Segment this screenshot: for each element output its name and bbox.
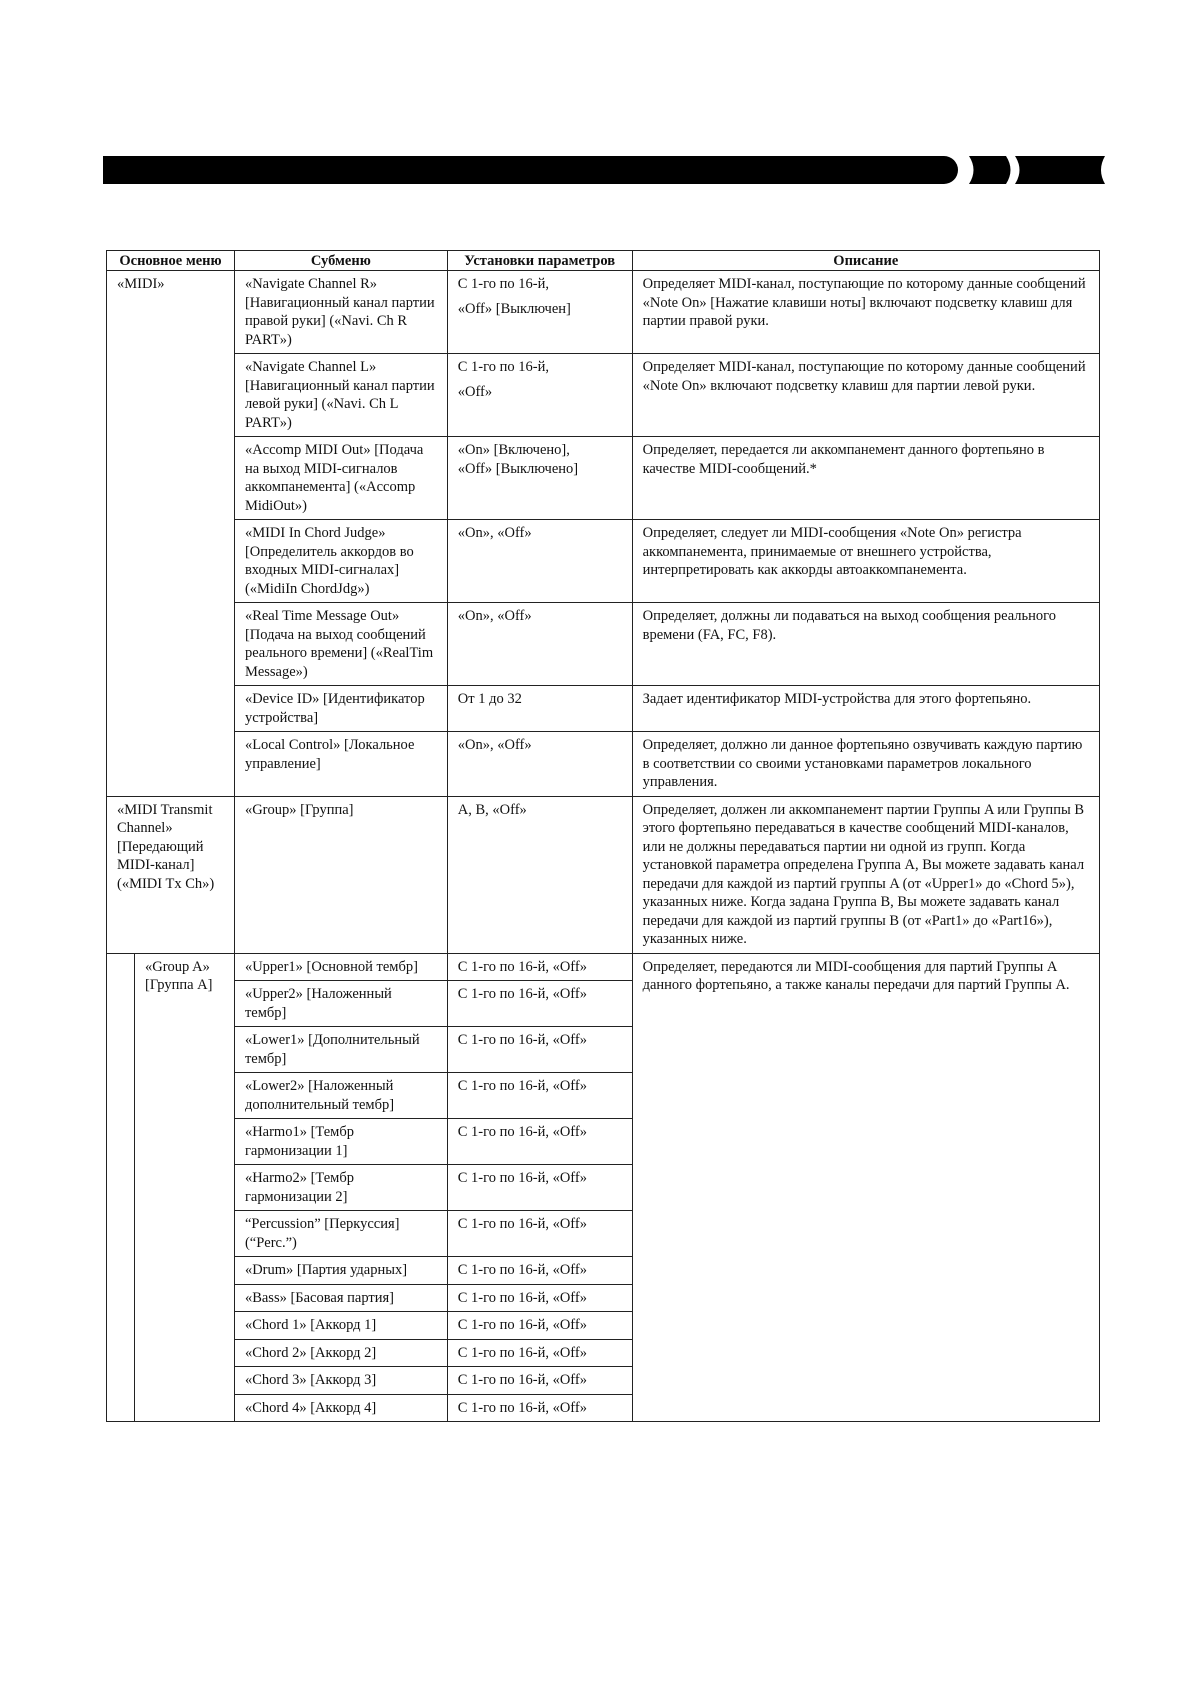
table-row <box>107 520 1100 603</box>
submenu-cell: «Chord 3» [Аккорд 3] <box>234 1367 447 1395</box>
settings-value: «Off» <box>457 383 493 400</box>
header-chevron-icon <box>103 156 1105 184</box>
submenu-cell: “Percussion” [Перкуссия] (“Perc.”) <box>234 1211 447 1257</box>
submenu-cell: «Drum» [Партия ударных] <box>234 1257 447 1285</box>
submenu-cell: «Navigate Channel L» [Навигационный канал партии левой руки] («Navi. Ch L PART») <box>234 354 447 437</box>
description-cell: Определяет MIDI-канал, поступающие по которому данные сообщений «Note On» включают подсветку клавиш для партии левой руки. <box>632 354 1099 437</box>
settings-cell: С 1-го по 16-й, «Off» <box>447 1165 632 1211</box>
description-cell: Определяет, передаются ли MIDI-сообщения для партий Группы A данного фортепьяно, а также каналы передачи для партий Группы A. <box>632 953 1099 1422</box>
settings-value: «Off» [Выключено] <box>457 460 579 477</box>
submenu-cell: «Lower2» [Наложенный дополнительный тембр] <box>234 1073 447 1119</box>
description-cell: Определяет, следует ли MIDI-сообщения «Note On» регистра аккомпанемента, принимаемые от внешнего устройства, интерпретировать как аккорды автоаккомпанемента. <box>632 520 1099 603</box>
settings-cell <box>447 354 632 437</box>
settings-cell: С 1-го по 16-й, «Off» <box>447 1119 632 1165</box>
submenu-cell: «Chord 2» [Аккорд 2] <box>234 1339 447 1367</box>
settings-cell: «On», «Off» <box>447 603 632 686</box>
settings-value: С 1-го по 16-й, <box>457 359 549 375</box>
settings-cell: «On», «Off» <box>447 732 632 797</box>
settings-cell: С 1-го по 16-й, «Off» <box>447 1312 632 1340</box>
table-row <box>107 437 1100 520</box>
settings-cell: С 1-го по 16-й, «Off» <box>447 1073 632 1119</box>
settings-cell: С 1-го по 16-й, «Off» <box>447 1339 632 1367</box>
submenu-cell: «Upper2» [Наложенный тембр] <box>234 981 447 1027</box>
submenu-cell: «Accomp MIDI Out» [Подача на выход MIDI-сигналов аккомпанемента] («Accomp MidiOut») <box>234 437 447 520</box>
settings-cell <box>447 271 632 354</box>
settings-value: «On» [Включено], <box>457 442 570 458</box>
header-submenu: Субменю <box>234 251 447 271</box>
submenu-cell: «Bass» [Басовая партия] <box>234 1284 447 1312</box>
indent-cell <box>107 953 135 1422</box>
description-cell: Определяет, должны ли подаваться на выход сообщения реального времени (FA, FC, F8). <box>632 603 1099 686</box>
submenu-cell: «Group» [Группа] <box>234 796 447 953</box>
settings-value: С 1-го по 16-й, <box>457 276 549 292</box>
submenu-cell: «Navigate Channel R» [Навигационный канал партии правой руки] («Navi. Ch R PART») <box>234 271 447 354</box>
settings-cell: С 1-го по 16-й, «Off» <box>447 1211 632 1257</box>
table-row <box>107 953 1100 981</box>
table-row <box>107 732 1100 797</box>
table-row <box>107 603 1100 686</box>
settings-cell: С 1-го по 16-й, «Off» <box>447 1367 632 1395</box>
main-menu-transmit-channel: «MIDI Transmit Channel» [Передающий MIDI-канал] («MIDI Tx Ch») <box>107 796 235 953</box>
description-cell: Задает идентификатор MIDI-устройства для этого фортепьяно. <box>632 686 1099 732</box>
settings-value: «Off» [Выключен] <box>457 300 571 317</box>
submenu-cell: «MIDI In Chord Judge» [Определитель аккордов во входных MIDI-сигналах] («MidiIn ChordJdg») <box>234 520 447 603</box>
header-description: Описание <box>632 251 1099 271</box>
description-cell: Определяет, должен ли аккомпанемент партии Группы A или Группы B этого фортепьяно передаваться в качестве сообщений MIDI-каналов, или не должны передаваться партии ни одной из групп. Когда установкой параметра определена Группа A, Вы можете задавать канал передачи для каждой из партий группы A (от «Upper1» до «Chord 5»), указанных ниже. Когда задана Группа B, Вы можете задавать канал передачи для каждой из партий группы B (от «Part1» до «Part16»), указанных ниже. <box>632 796 1099 953</box>
settings-cell: С 1-го по 16-й, «Off» <box>447 953 632 981</box>
submenu-cell: «Chord 4» [Аккорд 4] <box>234 1394 447 1422</box>
table-header-row <box>107 251 1100 271</box>
header-settings: Установки параметров <box>447 251 632 271</box>
settings-cell: С 1-го по 16-й, «Off» <box>447 1257 632 1285</box>
table-row <box>107 271 1100 354</box>
settings-cell: С 1-го по 16-й, «Off» <box>447 1394 632 1422</box>
group-a-menu: «Group A» [Группа A] <box>134 953 234 1422</box>
table-row <box>107 354 1100 437</box>
settings-cell: A, B, «Off» <box>447 796 632 953</box>
submenu-cell: «Real Time Message Out» [Подача на выход сообщений реального времени] («RealTim Message») <box>234 603 447 686</box>
submenu-cell: «Harmo1» [Тембр гармонизации 1] <box>234 1119 447 1165</box>
submenu-cell: «Harmo2» [Тембр гармонизации 2] <box>234 1165 447 1211</box>
description-cell: Определяет MIDI-канал, поступающие по которому данные сообщений «Note On» [Нажатие клавиши ноты] включают подсветку клавиш для партии правой руки. <box>632 271 1099 354</box>
settings-cell: С 1-го по 16-й, «Off» <box>447 1284 632 1312</box>
settings-cell: От 1 до 32 <box>447 686 632 732</box>
midi-settings-table <box>106 250 1100 1422</box>
submenu-cell: «Upper1» [Основной тембр] <box>234 953 447 981</box>
header-bar <box>103 156 1105 184</box>
settings-cell <box>447 437 632 520</box>
settings-cell: С 1-го по 16-й, «Off» <box>447 1027 632 1073</box>
description-cell: Определяет, передается ли аккомпанемент данного фортепьяно в качестве MIDI-сообщений.* <box>632 437 1099 520</box>
description-cell: Определяет, должно ли данное фортепьяно озвучивать каждую партию в соответствии со своими установками параметров локального управления. <box>632 732 1099 797</box>
main-menu-midi: «MIDI» <box>107 271 235 797</box>
submenu-cell: «Lower1» [Дополнительный тембр] <box>234 1027 447 1073</box>
settings-cell: С 1-го по 16-й, «Off» <box>447 981 632 1027</box>
table-row <box>107 796 1100 953</box>
header-main-menu: Основное меню <box>107 251 235 271</box>
submenu-cell: «Device ID» [Идентификатор устройства] <box>234 686 447 732</box>
submenu-cell: «Local Control» [Локальное управление] <box>234 732 447 797</box>
settings-cell: «On», «Off» <box>447 520 632 603</box>
submenu-cell: «Chord 1» [Аккорд 1] <box>234 1312 447 1340</box>
table-row <box>107 686 1100 732</box>
